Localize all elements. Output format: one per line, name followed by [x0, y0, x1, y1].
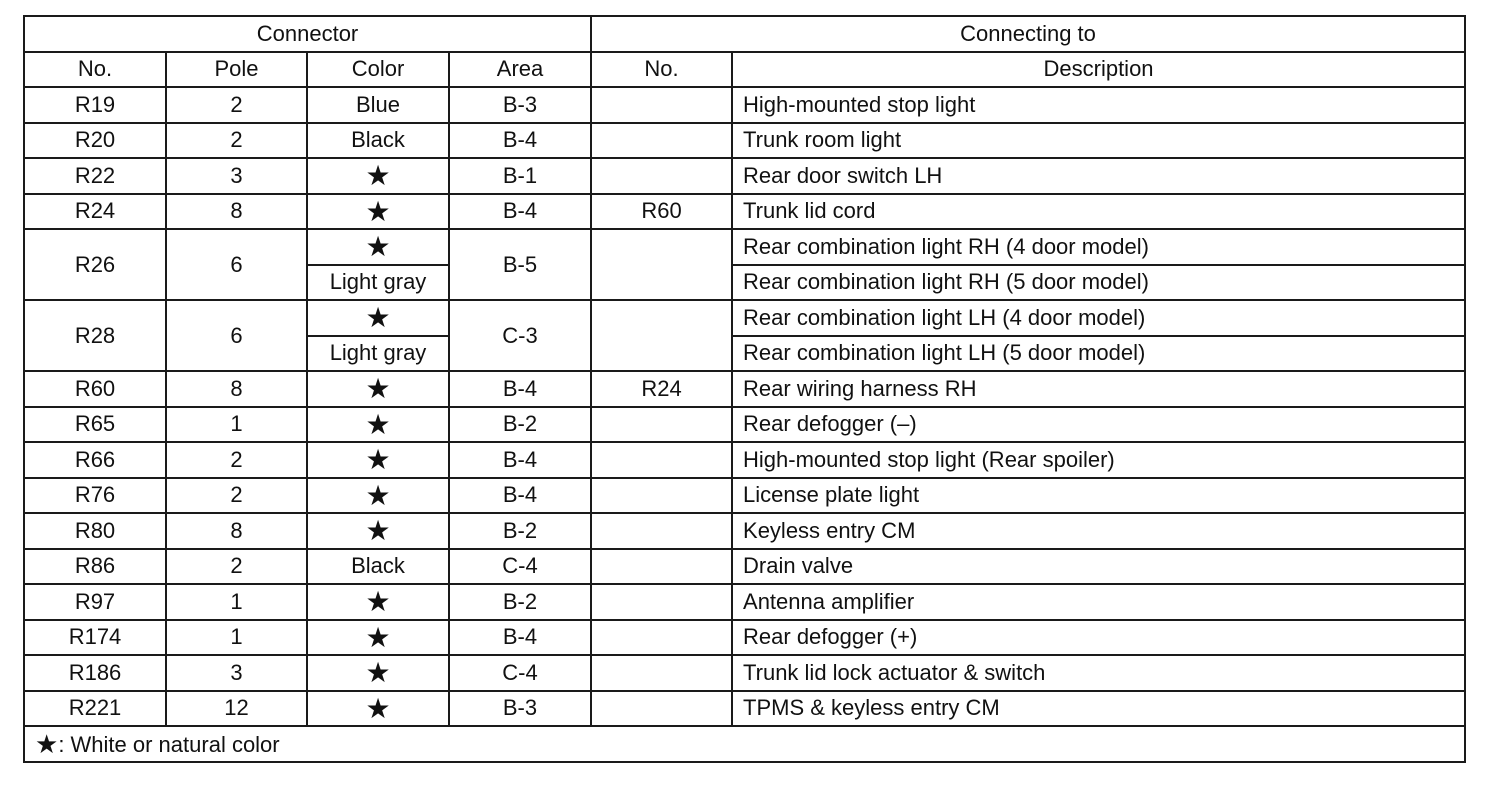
cell-connecting-no: [591, 407, 732, 443]
cell-no: R65: [24, 407, 166, 443]
star-icon: ★: [365, 444, 391, 476]
table-row: [24, 123, 1465, 159]
table-row: [24, 442, 1465, 478]
cell-area: B-4: [449, 194, 591, 230]
star-icon: ★: [365, 692, 391, 724]
cell-no: R26: [24, 229, 166, 300]
cell-description: Antenna amplifier: [732, 584, 1465, 620]
cell-connecting-no: [591, 549, 732, 585]
cell-no: R60: [24, 371, 166, 407]
cell-no: R174: [24, 620, 166, 656]
star-icon: ★: [365, 479, 391, 511]
cell-color-star: [307, 300, 449, 336]
cell-pole: 8: [166, 194, 307, 230]
cell-area: B-2: [449, 584, 591, 620]
cell-pole: 6: [166, 229, 307, 300]
cell-no: R86: [24, 549, 166, 585]
cell-pole: 2: [166, 87, 307, 123]
cell-no: R76: [24, 478, 166, 514]
cell-pole: 8: [166, 513, 307, 549]
cell-connecting-no: [591, 158, 732, 194]
star-icon: ★: [365, 373, 391, 405]
cell-area: B-3: [449, 87, 591, 123]
cell-description: High-mounted stop light: [732, 87, 1465, 123]
star-icon: ★: [365, 586, 391, 618]
cell-area: B-2: [449, 407, 591, 443]
cell-description: Rear wiring harness RH: [732, 371, 1465, 407]
cell-description: License plate light: [732, 478, 1465, 514]
cell-description: Rear combination light LH (5 door model): [732, 336, 1465, 372]
header-connecting-to: Connecting to: [591, 16, 1465, 52]
cell-no: R24: [24, 194, 166, 230]
table-row: [24, 691, 1465, 727]
cell-pole: 2: [166, 123, 307, 159]
cell-connecting-no: [591, 584, 732, 620]
table-row: [24, 300, 1465, 336]
cell-no: R97: [24, 584, 166, 620]
cell-color-star: [307, 620, 449, 656]
cell-connecting-no: [591, 229, 732, 300]
cell-description: Rear combination light RH (5 door model): [732, 265, 1465, 301]
cell-connecting-no: [591, 123, 732, 159]
cell-color: Light gray: [307, 336, 449, 372]
table-row: [24, 549, 1465, 585]
cell-color-star: [307, 584, 449, 620]
cell-no: R28: [24, 300, 166, 371]
table-row: [24, 158, 1465, 194]
cell-connecting-no: [591, 655, 732, 691]
cell-color: Black: [307, 123, 449, 159]
star-icon: ★: [365, 657, 391, 689]
cell-pole: 8: [166, 371, 307, 407]
cell-description: Trunk lid cord: [732, 194, 1465, 230]
table-row: [24, 584, 1465, 620]
cell-color-star: [307, 194, 449, 230]
cell-description: Rear combination light RH (4 door model): [732, 229, 1465, 265]
table-row: [24, 407, 1465, 443]
table-row: [24, 229, 1465, 265]
cell-color: Black: [307, 549, 449, 585]
cell-description: Rear defogger (+): [732, 620, 1465, 656]
cell-area: B-4: [449, 442, 591, 478]
cell-area: B-4: [449, 123, 591, 159]
cell-description: Rear combination light LH (4 door model): [732, 300, 1465, 336]
cell-area: C-4: [449, 549, 591, 585]
cell-color-star: [307, 442, 449, 478]
cell-description: Drain valve: [732, 549, 1465, 585]
cell-connecting-no: R60: [591, 194, 732, 230]
cell-connecting-no: [591, 620, 732, 656]
cell-pole: 1: [166, 584, 307, 620]
cell-pole: 2: [166, 478, 307, 514]
table-row: [24, 655, 1465, 691]
connector-table: [23, 15, 1466, 763]
cell-description: TPMS & keyless entry CM: [732, 691, 1465, 727]
table-row: [24, 620, 1465, 656]
cell-area: B-4: [449, 478, 591, 514]
cell-color: Blue: [307, 87, 449, 123]
cell-no: R221: [24, 691, 166, 727]
cell-description: High-mounted stop light (Rear spoiler): [732, 442, 1465, 478]
cell-color-star: [307, 513, 449, 549]
header-connector: Connector: [24, 16, 591, 52]
table-row: [24, 478, 1465, 514]
cell-color-star: [307, 158, 449, 194]
table-row: [24, 87, 1465, 123]
cell-color-star: [307, 371, 449, 407]
star-icon: ★: [365, 408, 391, 440]
cell-connecting-no: [591, 442, 732, 478]
cell-color-star: [307, 407, 449, 443]
cell-description: Trunk room light: [732, 123, 1465, 159]
star-icon: ★: [365, 231, 391, 263]
table-row: [24, 194, 1465, 230]
star-icon: ★: [365, 621, 391, 653]
cell-no: R20: [24, 123, 166, 159]
cell-description: Trunk lid lock actuator & switch: [732, 655, 1465, 691]
cell-pole: 2: [166, 442, 307, 478]
cell-no: R19: [24, 87, 166, 123]
star-icon: ★: [365, 160, 391, 192]
cell-pole: 2: [166, 549, 307, 585]
header-description: Description: [732, 52, 1465, 88]
cell-connecting-no: [591, 691, 732, 727]
header-color: Color: [307, 52, 449, 88]
cell-description: Rear door switch LH: [732, 158, 1465, 194]
header-pole: Pole: [166, 52, 307, 88]
cell-description: Rear defogger (–): [732, 407, 1465, 443]
header-connecting-no: No.: [591, 52, 732, 88]
legend-text: : White or natural color: [58, 731, 280, 757]
cell-color: Light gray: [307, 265, 449, 301]
cell-connecting-no: R24: [591, 371, 732, 407]
cell-connecting-no: [591, 513, 732, 549]
column-header-row: [24, 52, 1465, 88]
cell-pole: 1: [166, 407, 307, 443]
cell-area: B-5: [449, 229, 591, 300]
legend: [24, 726, 1465, 762]
cell-area: B-3: [449, 691, 591, 727]
star-icon: ★: [365, 302, 391, 334]
cell-pole: 3: [166, 158, 307, 194]
header-no: No.: [24, 52, 166, 88]
cell-no: R66: [24, 442, 166, 478]
cell-connecting-no: [591, 478, 732, 514]
cell-area: B-1: [449, 158, 591, 194]
cell-connecting-no: [591, 87, 732, 123]
cell-pole: 6: [166, 300, 307, 371]
cell-pole: 3: [166, 655, 307, 691]
legend-row: [24, 726, 1465, 762]
cell-color-star: [307, 691, 449, 727]
table-row: [24, 371, 1465, 407]
cell-connecting-no: [591, 300, 732, 371]
cell-color-star: [307, 655, 449, 691]
cell-area: B-4: [449, 620, 591, 656]
cell-no: R186: [24, 655, 166, 691]
cell-area: B-4: [449, 371, 591, 407]
star-icon: ★: [365, 195, 391, 227]
cell-pole: 1: [166, 620, 307, 656]
cell-no: R22: [24, 158, 166, 194]
star-icon: ★: [35, 728, 59, 759]
cell-area: C-4: [449, 655, 591, 691]
group-header-row: [24, 16, 1465, 52]
cell-no: R80: [24, 513, 166, 549]
table-row: [24, 513, 1465, 549]
cell-area: C-3: [449, 300, 591, 371]
header-area: Area: [449, 52, 591, 88]
cell-area: B-2: [449, 513, 591, 549]
cell-color-star: [307, 478, 449, 514]
star-icon: ★: [365, 515, 391, 547]
cell-color-star: [307, 229, 449, 265]
cell-description: Keyless entry CM: [732, 513, 1465, 549]
cell-pole: 12: [166, 691, 307, 727]
